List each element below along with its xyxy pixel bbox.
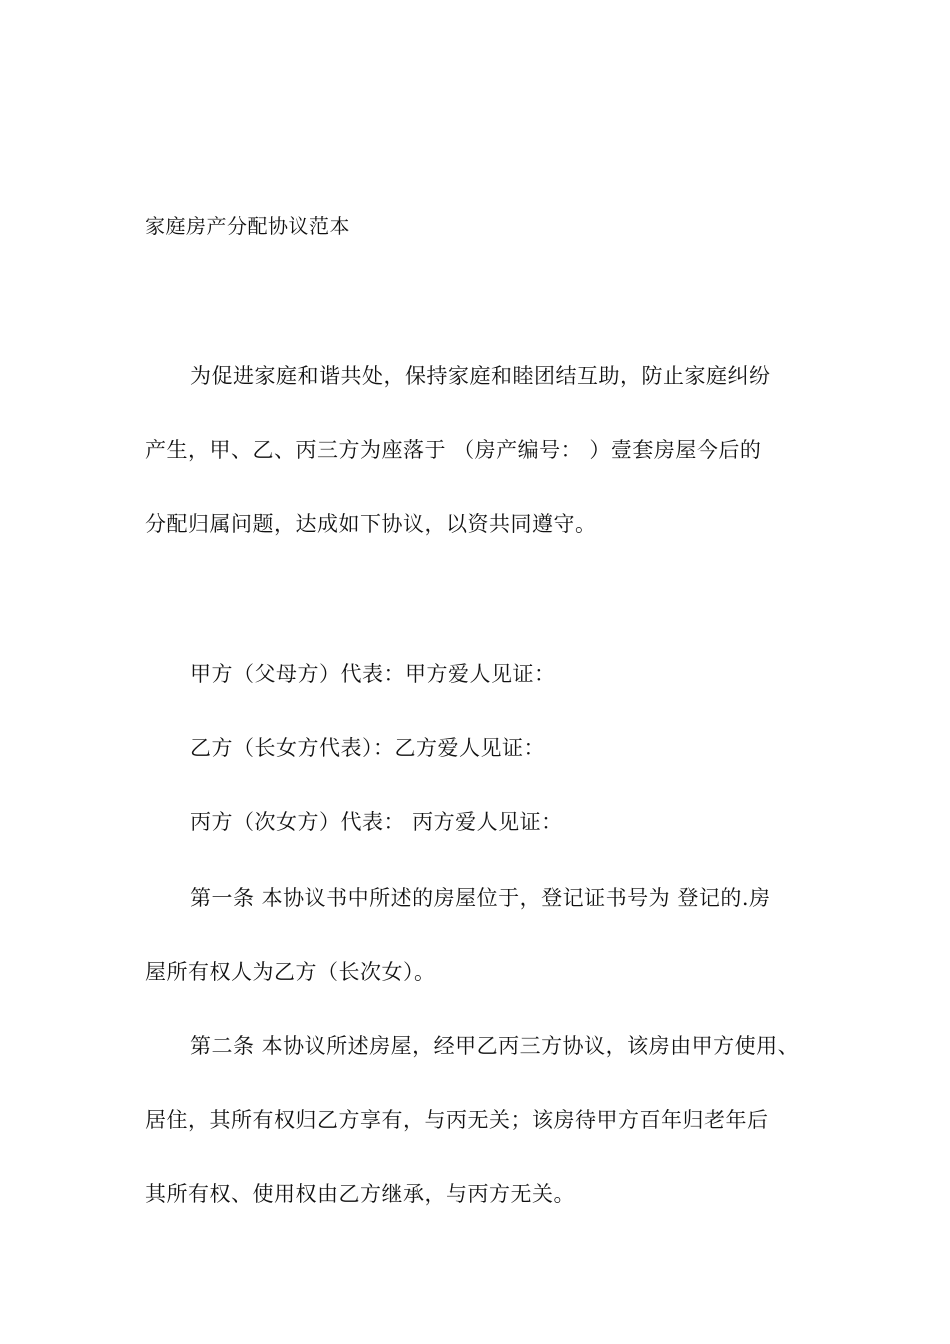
article-1-line-1: 第一条 本协议书中所述的房屋位于，登记证书号为 登记的.房: [190, 886, 771, 910]
article-2-line-1: 第二条 本协议所述房屋，经甲乙丙三方协议，该房由甲方使用、: [190, 1034, 800, 1058]
party-c-line: 丙方（次女方）代表： 丙方爱人见证：: [190, 810, 563, 834]
article-1-line-2: 屋所有权人为乙方（长次女）。: [145, 960, 436, 984]
party-b-line: 乙方（长女方代表）：乙方爱人见证：: [190, 736, 545, 760]
article-2-line-3: 其所有权、使用权由乙方继承，与丙方无关。: [145, 1182, 575, 1206]
intro-line-3: 分配归属问题，达成如下协议，以资共同遵守。: [145, 512, 597, 536]
party-a-line: 甲方（父母方）代表：甲方爱人见证：: [190, 662, 556, 686]
document-title: 家庭房产分配协议范本: [145, 214, 350, 238]
intro-line-1: 为促进家庭和谐共处，保持家庭和睦团结互助，防止家庭纠纷: [190, 364, 771, 388]
article-2-line-2: 居住，其所有权归乙方享有，与丙无关；该房待甲方百年归老年后: [145, 1108, 769, 1132]
intro-line-2: 产生，甲、乙、丙三方为座落于 （房产编号： ）壹套房屋今后的: [145, 438, 762, 462]
